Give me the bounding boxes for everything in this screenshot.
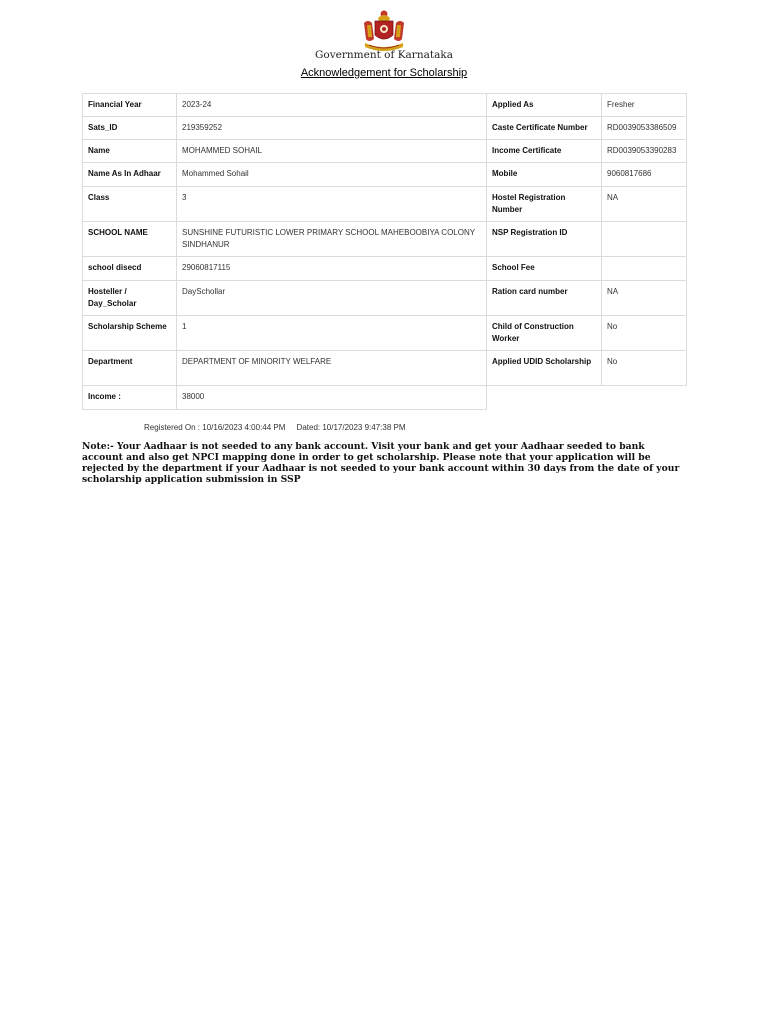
income-value: 38000 (177, 386, 487, 410)
row-label: Caste Certificate Number (487, 117, 602, 140)
row-value: 219359252 (177, 117, 487, 140)
income-label: Income : (83, 386, 177, 410)
row-value: 9060817686 (602, 163, 687, 187)
page-title: Acknowledgement for Scholarship (300, 67, 468, 79)
table-row (83, 163, 687, 187)
row-value: NA (602, 281, 687, 316)
table-row-income (83, 386, 687, 410)
table-row (83, 94, 687, 117)
aadhaar-note: Note:- Your Aadhaar is not seeded to any bank account. Visit your bank and get your Aadhaar seeded to bank account and also get NPCI mapping done in order to get scholarship. Please note that your application will be rejected by the department if your Aadhaar is not seeded to your bank account within 30 days from the date of your scholarship application submission in SSP (82, 441, 680, 485)
row-value: 2023-24 (177, 94, 487, 117)
row-value: SUNSHINE FUTURISTIC LOWER PRIMARY SCHOOL MAHEBOOBIYA COLONY SINDHANUR (177, 222, 487, 257)
scholarship-details-table (82, 93, 687, 410)
row-label: Name (83, 140, 177, 163)
registration-timestamp: Registered On : 10/16/2023 4:00:44 PM Dated: 10/17/2023 9:47:38 PM (144, 423, 406, 432)
row-value: RD0039053386509 (602, 117, 687, 140)
row-label: Financial Year (83, 94, 177, 117)
row-label: Name As In Adhaar (83, 163, 177, 187)
table-row (83, 222, 687, 257)
row-value: No (602, 351, 687, 386)
table-row (83, 316, 687, 351)
row-label: Class (83, 187, 177, 222)
table-row (83, 281, 687, 316)
karnataka-emblem-icon (359, 9, 409, 53)
row-label: Ration card number (487, 281, 602, 316)
row-label: SCHOOL NAME (83, 222, 177, 257)
row-value: DaySchollar (177, 281, 487, 316)
row-label: Hostel Registration Number (487, 187, 602, 222)
row-label: NSP Registration ID (487, 222, 602, 257)
row-value: 29060817115 (177, 257, 487, 281)
row-value: RD0039053390283 (602, 140, 687, 163)
row-value: MOHAMMED SOHAIL (177, 140, 487, 163)
row-value: 1 (177, 316, 487, 351)
row-label: school disecd (83, 257, 177, 281)
table-row (83, 351, 687, 386)
row-label: Department (83, 351, 177, 386)
row-label: Hosteller / Day_Scholar (83, 281, 177, 316)
table-row (83, 140, 687, 163)
row-label: Applied UDID Scholarship (487, 351, 602, 386)
row-value: No (602, 316, 687, 351)
row-value (602, 257, 687, 281)
table-row (83, 257, 687, 281)
row-value: DEPARTMENT OF MINORITY WELFARE (177, 351, 487, 386)
row-label: Child of Construction Worker (487, 316, 602, 351)
org-name: Government of Karnataka (315, 49, 453, 61)
empty-cell (487, 386, 602, 410)
row-value: Fresher (602, 94, 687, 117)
row-value: NA (602, 187, 687, 222)
row-label: Income Certificate (487, 140, 602, 163)
row-label: Scholarship Scheme (83, 316, 177, 351)
row-label: Applied As (487, 94, 602, 117)
row-label: School Fee (487, 257, 602, 281)
row-value (602, 222, 687, 257)
row-value: 3 (177, 187, 487, 222)
table-row (83, 187, 687, 222)
empty-cell (602, 386, 687, 410)
row-label: Mobile (487, 163, 602, 187)
table-row (83, 117, 687, 140)
row-value: Mohammed Sohail (177, 163, 487, 187)
row-label: Sats_ID (83, 117, 177, 140)
